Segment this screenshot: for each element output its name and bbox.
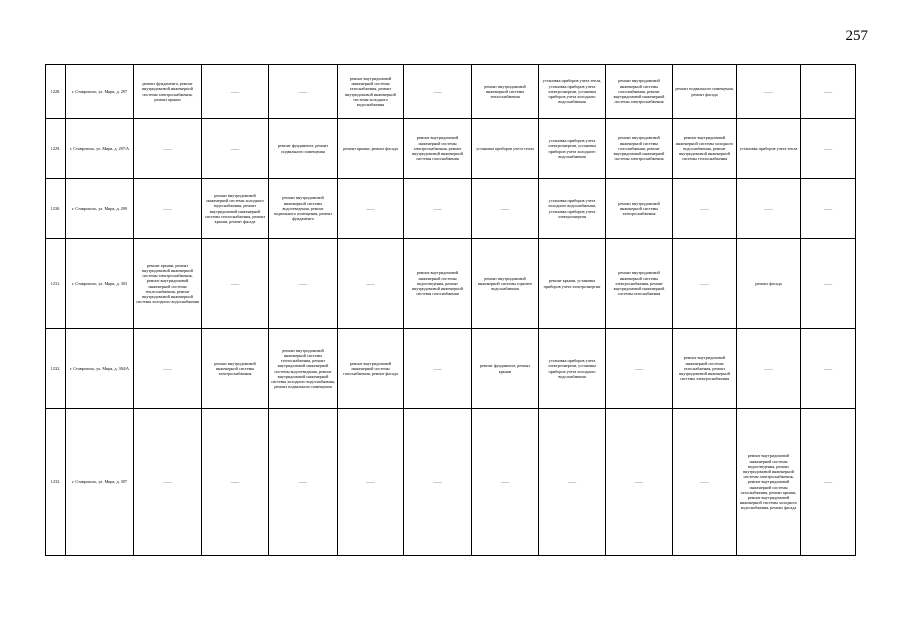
- work-cell: ремонт внутридомовой инженерной системы теплоснабжения: [472, 65, 539, 119]
- empty-dash-cell: ——: [404, 409, 472, 556]
- work-cell: ремонт внутридомовой инженерной системы газоснабжения, ремонт внутридомовой инженерной системы электроснабжения: [673, 329, 737, 409]
- empty-dash-cell: ——: [202, 119, 269, 179]
- table-body: [46, 65, 856, 556]
- empty-dash-cell: ——: [673, 239, 737, 329]
- repair-schedule-table: [45, 64, 856, 556]
- address-cell: г. Ставрополь, ул. Мира, д. 304/А: [66, 329, 134, 409]
- work-cell: ремонт внутридомовой инженерной системы водоотведения, ремонт внутридомовой инженерной системы электроснабжения, ремонт внутридомовой инженерной системы газоснабжения, ремонт крыши, ремонт внутридомовой инженерной системы холодного водоснабжения, ремонт фасада: [737, 409, 801, 556]
- empty-dash-cell: ——: [801, 119, 856, 179]
- work-cell: ремонт внутридомовой инженерной системы холодного водоснабжения, ремонт внутридомовой инженерной системы теплоснабжения: [673, 119, 737, 179]
- empty-dash-cell: ——: [801, 409, 856, 556]
- work-cell: ремонт внутридомовой инженерной системы электроснабжения: [606, 179, 673, 239]
- empty-dash-cell: ——: [737, 179, 801, 239]
- empty-dash-cell: ——: [737, 329, 801, 409]
- row-number: 1231.: [46, 239, 66, 329]
- row-number: 1228.: [46, 65, 66, 119]
- work-cell: ремонт внутридомовой инженерной системы водоотведения, ремонт внутридомовой инженерной системы газоснабжения: [404, 239, 472, 329]
- work-cell: ремонт внутридомовой инженерной системы газоснабжения, ремонт внутридомовой инженерной системы электроснабжения: [606, 65, 673, 119]
- work-cell: ремонт фундамента, ремонт крыши: [472, 329, 539, 409]
- page-number: 257: [845, 28, 868, 44]
- empty-dash-cell: ——: [472, 409, 539, 556]
- empty-dash-cell: ——: [472, 179, 539, 239]
- empty-dash-cell: ——: [269, 409, 338, 556]
- work-cell: ремонт внутридомовой инженерной системы газоснабжения, ремонт фасада: [338, 329, 404, 409]
- empty-dash-cell: ——: [404, 179, 472, 239]
- empty-dash-cell: ——: [801, 65, 856, 119]
- empty-dash-cell: ——: [134, 119, 202, 179]
- work-cell: установка приборов учета тепла: [472, 119, 539, 179]
- row-number: 1233.: [46, 409, 66, 556]
- table-row: [46, 65, 856, 119]
- work-cell: ремонт фундамента, ремонт подвального помещения: [269, 119, 338, 179]
- work-cell: ремонт внутридомовой инженерной системы водоотведения, ремонт подвального помещения, ремонт фундамента: [269, 179, 338, 239]
- table-row: [46, 179, 856, 239]
- table-row: [46, 119, 856, 179]
- empty-dash-cell: ——: [269, 65, 338, 119]
- work-cell: ремонт фундамента, ремонт внутридомовой инженерной системы электроснабжения, ремонт крыши: [134, 65, 202, 119]
- empty-dash-cell: ——: [404, 329, 472, 409]
- work-cell: установка приборов учета холодного водоснабжения, установка приборов учета электроэнергии: [539, 179, 606, 239]
- row-number: 1229.: [46, 119, 66, 179]
- empty-dash-cell: ——: [673, 409, 737, 556]
- work-cell: ремонт крыши, установка приборов учета электроэнергии: [539, 239, 606, 329]
- empty-dash-cell: ——: [737, 65, 801, 119]
- address-cell: г. Ставрополь, ул. Мира, д. 307: [66, 409, 134, 556]
- work-cell: ремонт внутридомовой инженерной системы электроснабжения, ремонт внутридомовой инженерной системы газоснабжения: [404, 119, 472, 179]
- empty-dash-cell: ——: [269, 239, 338, 329]
- empty-dash-cell: ——: [202, 239, 269, 329]
- work-cell: установка приборов учета тепла, установка приборов учета электроэнергии, установка приборов учета холодного водоснабжения: [539, 65, 606, 119]
- work-cell: ремонт внутридомовой инженерной системы горячего водоснабжения: [472, 239, 539, 329]
- empty-dash-cell: ——: [801, 179, 856, 239]
- empty-dash-cell: ——: [338, 409, 404, 556]
- address-cell: г. Ставрополь, ул. Мира, д. 297/А: [66, 119, 134, 179]
- work-cell: ремонт внутридомовой инженерной системы теплоснабжения, ремонт внутридомовой инженерной системы водоотведения, ремонт внутридомовой инженерной системы холодного водоснабжения, ремонт подвального помещения: [269, 329, 338, 409]
- table-row: [46, 409, 856, 556]
- empty-dash-cell: ——: [134, 409, 202, 556]
- work-cell: установка приборов учета электроэнергии, установка приборов учета холодного водоснабжения: [539, 329, 606, 409]
- work-cell: ремонт крыши, ремонт внутридомовой инженерной системы электроснабжения, ремонт внутридомовой инженерной системы теплоснабжения, ремонт внутридомовой инженерной системы холодного водоснабжения: [134, 239, 202, 329]
- row-number: 1232.: [46, 329, 66, 409]
- table-row: [46, 329, 856, 409]
- empty-dash-cell: ——: [606, 329, 673, 409]
- empty-dash-cell: ——: [539, 409, 606, 556]
- work-cell: ремонт внутридомовой инженерной системы электроснабжения, ремонт внутридомовой инженерной системы газоснабжения: [606, 239, 673, 329]
- empty-dash-cell: ——: [801, 329, 856, 409]
- row-number: 1230.: [46, 179, 66, 239]
- address-cell: г. Ставрополь, ул. Мира, д. 297: [66, 65, 134, 119]
- empty-dash-cell: ——: [202, 409, 269, 556]
- empty-dash-cell: ——: [801, 239, 856, 329]
- empty-dash-cell: ——: [202, 65, 269, 119]
- work-cell: ремонт крыши, ремонт фасада: [338, 119, 404, 179]
- work-cell: ремонт внутридомовой инженерной системы холодного водоснабжения, ремонт внутридомовой инженерной системы теплоснабжения, ремонт крыши, ремонт фасада: [202, 179, 269, 239]
- empty-dash-cell: ——: [134, 179, 202, 239]
- work-cell: ремонт внутридомовой инженерной системы газоснабжения, ремонт внутридомовой инженерной системы электроснабжения: [606, 119, 673, 179]
- empty-dash-cell: ——: [338, 239, 404, 329]
- work-cell: ремонт подвального помещения, ремонт фасада: [673, 65, 737, 119]
- empty-dash-cell: ——: [404, 65, 472, 119]
- empty-dash-cell: ——: [673, 179, 737, 239]
- work-cell: ремонт фасада: [737, 239, 801, 329]
- empty-dash-cell: ——: [606, 409, 673, 556]
- work-cell: установка приборов учета электроэнергии, установка приборов учета холодного водоснабжения: [539, 119, 606, 179]
- address-cell: г. Ставрополь, ул. Мира, д. 303: [66, 239, 134, 329]
- empty-dash-cell: ——: [338, 179, 404, 239]
- work-cell: установка приборов учета тепла: [737, 119, 801, 179]
- empty-dash-cell: ——: [134, 329, 202, 409]
- address-cell: г. Ставрополь, ул. Мира, д. 299: [66, 179, 134, 239]
- table-row: [46, 239, 856, 329]
- work-cell: ремонт внутридомовой инженерной системы газоснабжения, ремонт внутридомовой инженерной системы холодного водоснабжения: [338, 65, 404, 119]
- work-cell: ремонт внутридомовой инженерной системы электроснабжения: [202, 329, 269, 409]
